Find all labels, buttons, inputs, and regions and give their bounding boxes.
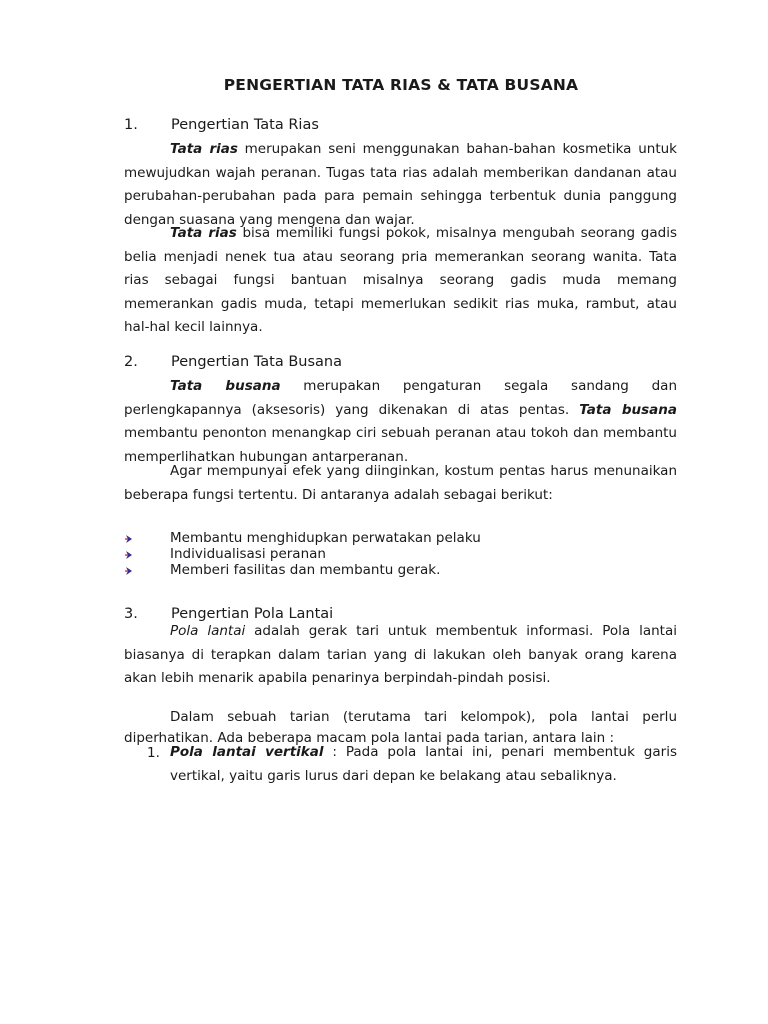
section-number: 2. [124, 354, 138, 370]
paragraph: Tata rias bisa memiliki fungsi pokok, misalnya mengubah seorang gadis belia menjadi nenek tua atau seorang pria memerankan seorang wanita. Tata rias sebagai fungsi bantuan misalnya seorang gadis muda memang memerankan gadis muda, tetapi memerlukan sedikit rias muka, rambut, atau hal-hal kecil lainnya. [124, 225, 677, 336]
section-title: Pengertian Pola Lantai [171, 606, 334, 622]
list-item: Individualisasi peranan [124, 546, 481, 562]
paragraph: Tata busana merupakan pengaturan segala sandang dan perlengkapannya (aksesoris) yang dikenakan di atas pentas. Tata busana membantu penonton menangkap ciri sebuah peranan atau tokoh dan membantu memperlihatkan hubungan antarperanan. [124, 378, 677, 465]
list-item: Memberi fasilitas dan membantu gerak. [124, 562, 481, 578]
arrow-bullet-icon [124, 562, 170, 578]
term-emphasis: Pola lantai vertikal [170, 744, 324, 760]
paragraph: Tata rias merupakan seni menggunakan bahan-bahan kosmetika untuk mewujudkan wajah peranan. Tugas tata rias adalah memberikan dandanan atau perubahan-perubahan pada para pemain sehingga terbentuk dunia panggung dengan suasana yang mengena dan wajar. [124, 141, 677, 228]
section-number: 1. [124, 117, 138, 133]
term-emphasis: Tata busana [170, 378, 281, 394]
page-title: PENGERTIAN TATA RIAS & TATA BUSANA [223, 76, 579, 94]
arrow-bullet-icon [124, 530, 170, 546]
term-emphasis: Tata busana [579, 401, 677, 418]
term-emphasis: Tata rias [170, 225, 237, 241]
list-number: 1. [147, 745, 160, 761]
term-emphasis: Pola lantai [170, 623, 246, 639]
arrow-bullet-icon [124, 546, 170, 562]
list-item: Membantu menghidupkan perwatakan pelaku [124, 530, 481, 546]
bullet-list [124, 530, 481, 578]
section-number: 3. [124, 606, 138, 622]
paragraph: Pola lantai adalah gerak tari untuk membentuk informasi. Pola lantai biasanya di terapkan dalam tarian yang di lakukan oleh banyak orang karena akan lebih menarik apabila penarinya berpindah-pindah posisi. [124, 623, 677, 687]
section-title: Pengertian Tata Busana [171, 354, 342, 370]
section-heading [124, 117, 319, 133]
term-emphasis: Tata rias [170, 141, 238, 157]
paragraph: Agar mempunyai efek yang diinginkan, kostum pentas harus menunaikan beberapa fungsi tertentu. Di antaranya adalah sebagai berikut: [124, 463, 677, 503]
list-item: Pola lantai vertikal : Pada pola lantai ini, penari membentuk garis vertikal, yaitu garis lurus dari depan ke belakang atau sebaliknya. [170, 744, 677, 784]
paragraph: Dalam sebuah tarian (terutama tari kelompok), pola lantai perlu diperhatikan. Ada beberapa macam pola lantai pada tarian, antara lain : [124, 709, 677, 746]
section-title: Pengertian Tata Rias [171, 117, 319, 133]
section-heading [124, 354, 342, 370]
